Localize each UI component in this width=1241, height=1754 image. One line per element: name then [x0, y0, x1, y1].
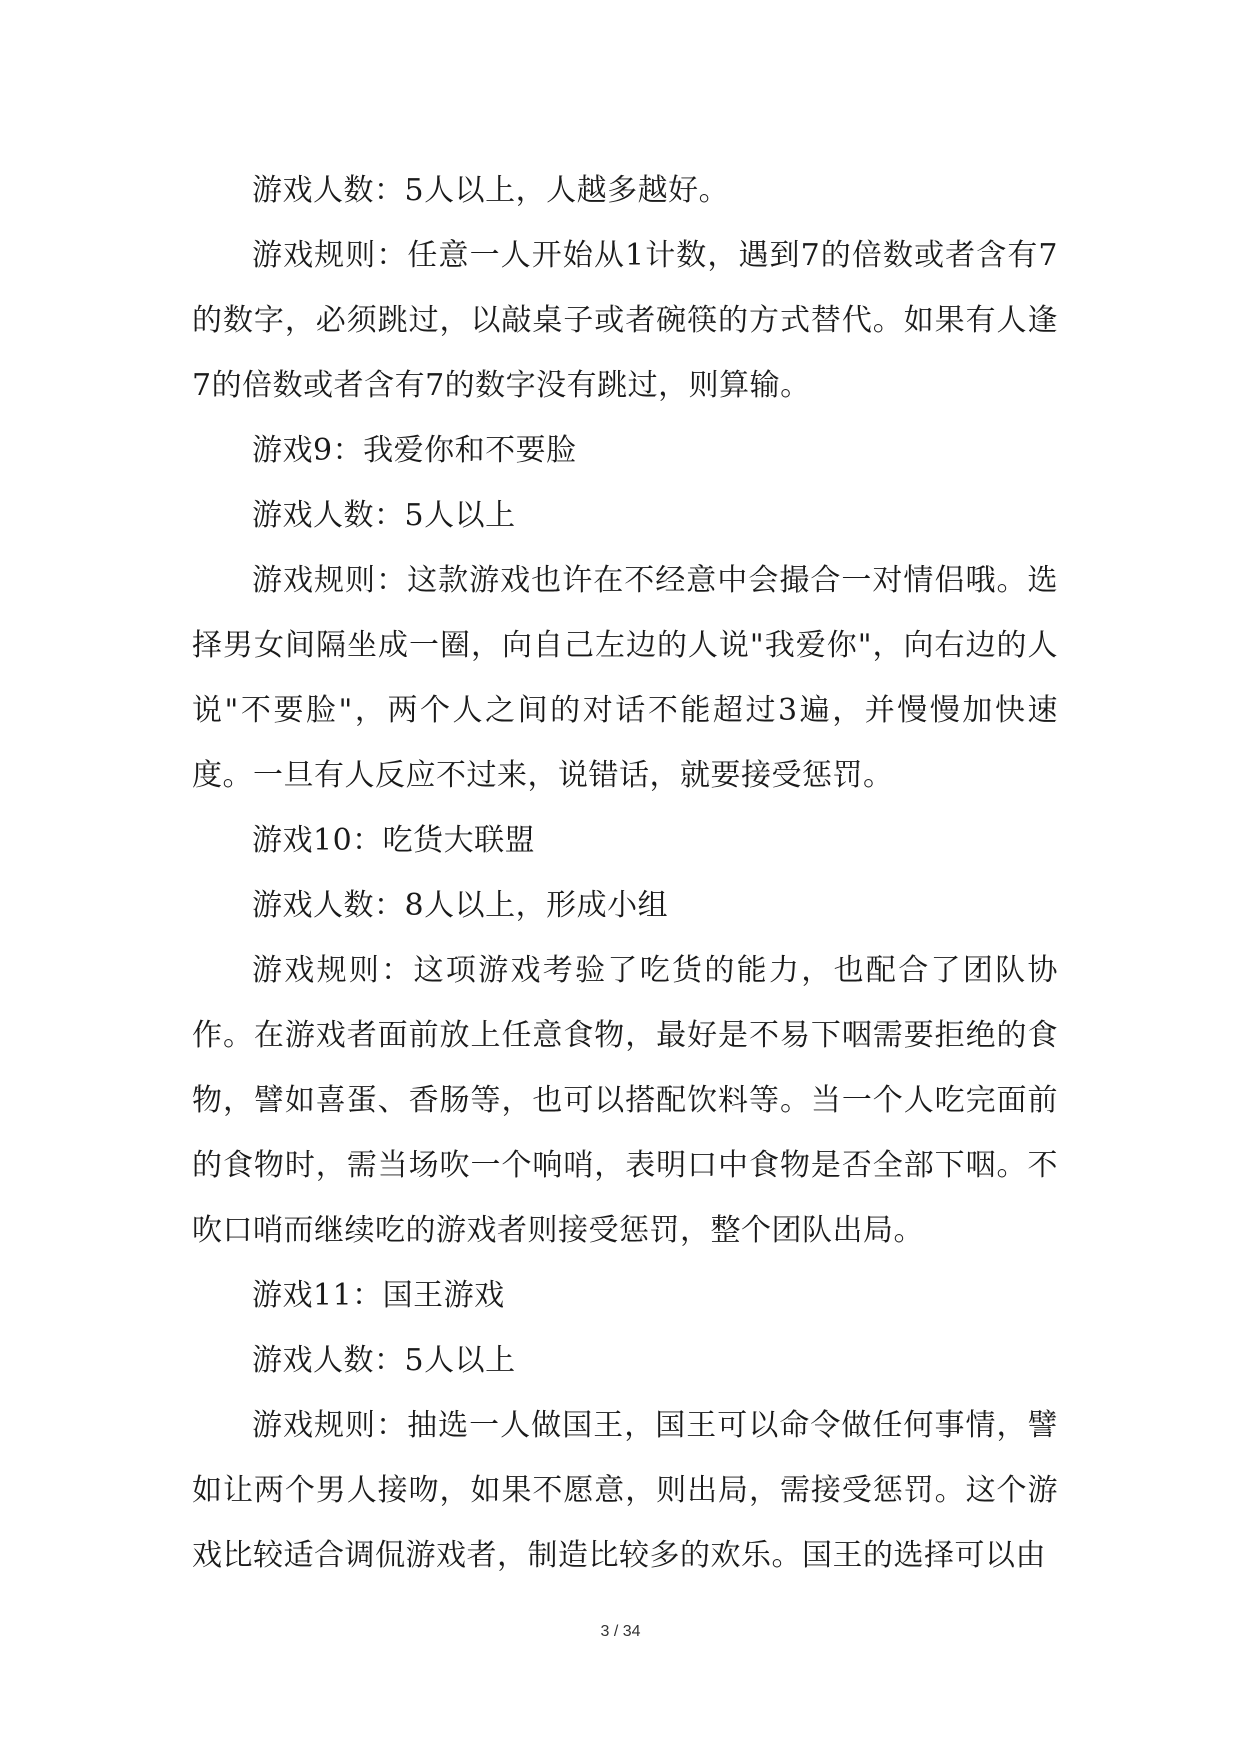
paragraph-game10-players: 游戏人数：8人以上，形成小组	[252, 888, 669, 923]
paragraph-players-count: 游戏人数：5人以上，人越多越好。	[252, 173, 730, 208]
paragraph-game11-players: 游戏人数：5人以上	[252, 1343, 516, 1378]
paragraph-game9-players: 游戏人数：5人以上	[252, 498, 516, 533]
document-body	[192, 158, 1058, 1588]
paragraph-game11-rules: 游戏规则：抽选一人做国王，国王可以命令做任何事情，譬如让两个男人接吻，如果不愿意，则出局，需接受惩罚。这个游戏比较适合调侃游戏者，制造比较多的欢乐。国王的选择可以由	[192, 1408, 1058, 1573]
paragraph-game9-rules: 游戏规则：这款游戏也许在不经意中会撮合一对情侣哦。选择男女间隔坐成一圈，向自己左边的人说"我爱你"，向右边的人说"不要脸"，两个人之间的对话不能超过3遍，并慢慢加快速度。一旦有人反应不过来，说错话，就要接受惩罚。	[192, 563, 1058, 793]
page-number: 3 / 34	[600, 1623, 641, 1640]
paragraph-game10-title: 游戏10：吃货大联盟	[252, 823, 536, 858]
paragraph-rules-game8: 游戏规则：任意一人开始从1计数，遇到7的倍数或者含有7的数字，必须跳过，以敲桌子或者碗筷的方式替代。如果有人逢7的倍数或者含有7的数字没有跳过，则算输。	[192, 238, 1058, 403]
paragraph-game10-rules: 游戏规则：这项游戏考验了吃货的能力，也配合了团队协作。在游戏者面前放上任意食物，最好是不易下咽需要拒绝的食物，譬如喜蛋、香肠等，也可以搭配饮料等。当一个人吃完面前的食物时，需当场吹一个响哨，表明口中食物是否全部下咽。不吹口哨而继续吃的游戏者则接受惩罚，整个团队出局。	[192, 953, 1058, 1248]
paragraph-game11-title: 游戏11：国王游戏	[252, 1278, 505, 1313]
paragraph-game9-title: 游戏9：我爱你和不要脸	[252, 433, 577, 468]
